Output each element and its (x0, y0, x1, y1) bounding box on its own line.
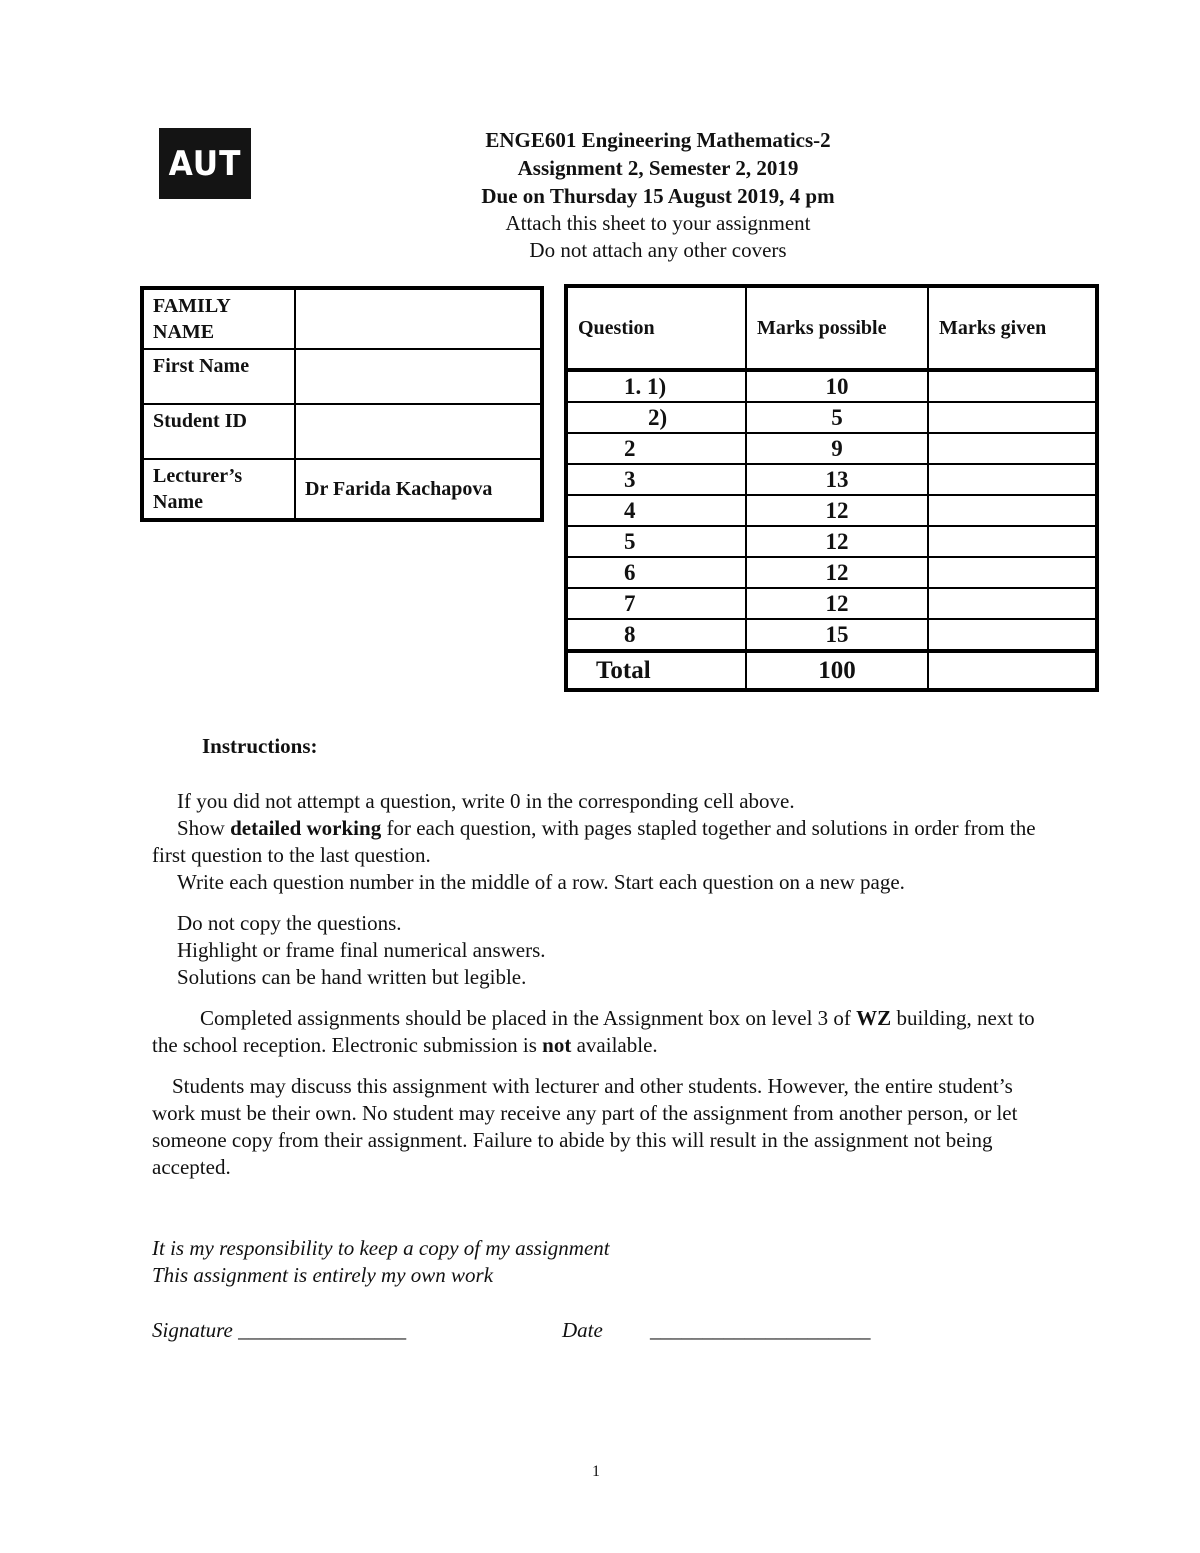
marks-possible-cell: 13 (746, 464, 928, 495)
instruction-handwritten: Solutions can be hand written but legible. (177, 965, 527, 989)
submission-paragraph (152, 1005, 1052, 1059)
instruction-text: Show (177, 816, 231, 840)
total-row (566, 651, 1097, 690)
question-cell: 4 (566, 495, 746, 526)
instruction-no-copy: Do not copy the questions. (177, 911, 402, 935)
table-row (566, 495, 1097, 526)
total-label: Total (566, 651, 746, 690)
attach-note: Attach this sheet to your assignment (505, 211, 811, 235)
family-name-field[interactable] (295, 288, 542, 349)
marks-table (564, 284, 1099, 692)
instruction-text: for each question, with pages stapled together and solutions in order from the first question to the last question. (152, 816, 1036, 867)
table-row (566, 619, 1097, 651)
instruction-emphasis: not (542, 1033, 572, 1057)
lecturer-name-value: Dr Farida Kachapova (295, 459, 542, 520)
question-cell: 5 (566, 526, 746, 557)
integrity-text: Students may discuss this assignment with lecturer and other students. However, the entire student’s work must be their own. No student may receive any part of the assignment from another person, or let someone copy from their assignment. Failure to abide by this will result in the assignment not being accepted. (152, 1074, 1018, 1179)
first-name-label: First Name (142, 349, 295, 404)
marks-possible-cell: 9 (746, 433, 928, 464)
lecturer-name-label: Lecturer’s Name (142, 459, 295, 520)
marks-given-cell[interactable] (928, 433, 1097, 464)
table-row (566, 464, 1097, 495)
covers-note: Do not attach any other covers (529, 238, 787, 262)
student-id-field[interactable] (295, 404, 542, 459)
first-name-field[interactable] (295, 349, 542, 404)
marks-possible-cell: 12 (746, 526, 928, 557)
question-cell: 1. 1) (566, 370, 746, 402)
marks-given-cell[interactable] (928, 402, 1097, 433)
date-label: Date (562, 1318, 603, 1342)
submission-text (152, 1005, 1052, 1059)
student-info-table (140, 286, 544, 522)
course-title: ENGE601 Engineering Mathematics-2 (485, 128, 831, 152)
integrity-paragraph (152, 1073, 1052, 1181)
building-code: WZ (856, 1006, 892, 1030)
table-row (566, 370, 1097, 402)
document-header (300, 126, 1016, 264)
signature-field[interactable]: Signature ________________ (152, 1318, 407, 1342)
instruction-question-number: Write each question number in the middle of a row. Start each question on a new page. (177, 870, 905, 894)
instruction-zero-mark: If you did not attempt a question, write 0 in the corresponding cell above. (177, 789, 795, 813)
question-cell: 6 (566, 557, 746, 588)
instruction-emphasis: detailed working (230, 816, 382, 840)
question-cell: 3 (566, 464, 746, 495)
question-header: Question (566, 286, 746, 370)
instructions-block-1 (152, 788, 1052, 896)
table-row (566, 557, 1097, 588)
marks-given-cell[interactable] (928, 464, 1097, 495)
instructions-block-2 (152, 910, 1052, 991)
marks-possible-header: Marks possible (746, 286, 928, 370)
table-row (566, 433, 1097, 464)
marks-given-cell[interactable] (928, 588, 1097, 619)
declaration-own-work: This assignment is entirely my own work (152, 1263, 494, 1287)
marks-possible-cell: 5 (746, 402, 928, 433)
marks-given-cell[interactable] (928, 370, 1097, 402)
due-date: Due on Thursday 15 August 2019, 4 pm (481, 184, 835, 208)
instruction-text: Completed assignments should be placed in the Assignment box on level 3 of (200, 1006, 857, 1030)
marks-possible-cell: 12 (746, 588, 928, 619)
student-id-label: Student ID (142, 404, 295, 459)
marks-given-cell[interactable] (928, 495, 1097, 526)
marks-possible-cell: 10 (746, 370, 928, 402)
question-cell: 8 (566, 619, 746, 651)
instruction-detailed-working (152, 815, 1052, 869)
table-row (566, 402, 1097, 433)
table-row (566, 588, 1097, 619)
declaration-copy: It is my responsibility to keep a copy of my assignment (152, 1236, 610, 1260)
marks-possible-cell: 12 (746, 557, 928, 588)
family-name-label: FAMILY NAME (142, 288, 295, 349)
instruction-highlight: Highlight or frame final numerical answers. (177, 938, 546, 962)
question-cell: 2 (566, 433, 746, 464)
instruction-text: available. (571, 1033, 658, 1057)
marks-given-header: Marks given (928, 286, 1097, 370)
instructions-title: Instructions: (202, 734, 318, 758)
aut-logo (159, 128, 251, 199)
marks-possible-cell: 12 (746, 495, 928, 526)
date-field[interactable]: _____________________ (650, 1318, 871, 1342)
marks-given-cell[interactable] (928, 526, 1097, 557)
aut-logo-text: AUT (168, 143, 242, 184)
marks-possible-cell: 15 (746, 619, 928, 651)
marks-given-cell[interactable] (928, 557, 1097, 588)
declaration (152, 1235, 1052, 1289)
total-marks-given[interactable] (928, 651, 1097, 690)
instruction-text: building, next to the school reception. Electronic submission is (152, 1006, 1035, 1057)
page-number: 1 (592, 1463, 600, 1480)
assignment-title: Assignment 2, Semester 2, 2019 (517, 156, 799, 180)
total-marks-possible: 100 (746, 651, 928, 690)
marks-given-cell[interactable] (928, 619, 1097, 651)
table-row (566, 526, 1097, 557)
question-cell: 7 (566, 588, 746, 619)
marks-table-header (566, 286, 1097, 370)
question-cell: 2) (566, 402, 746, 433)
